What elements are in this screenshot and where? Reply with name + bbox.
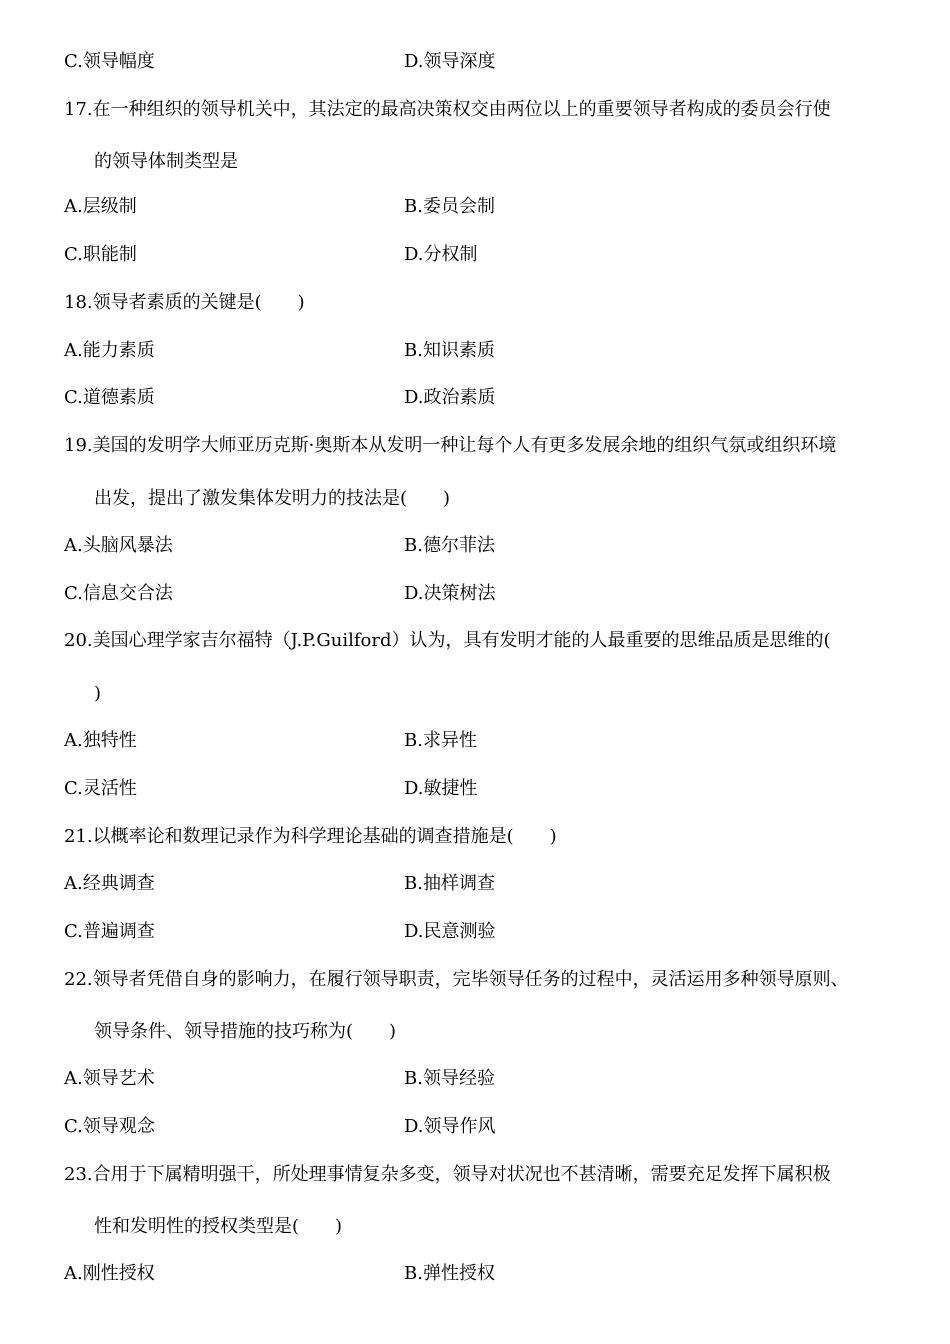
question-19-continued: 出发，提出了激发集体发明力的技法是( ) bbox=[94, 488, 451, 509]
option-b-18: B.知识素质 bbox=[404, 340, 495, 361]
option-a-20: A.独特性 bbox=[64, 730, 137, 751]
option-d-21: D.民意测验 bbox=[404, 921, 496, 942]
option-a-19: A.头脑风暴法 bbox=[64, 535, 173, 556]
option-b-23: B.弹性授权 bbox=[404, 1263, 495, 1284]
option-d-19: D.决策树法 bbox=[404, 583, 496, 604]
question-23: 23.合用于下属精明强干，所处理事情复杂多变，领导对状况也不甚清晰，需要充足发挥下属积极 bbox=[64, 1164, 831, 1185]
question-18: 18.领导者素质的关键是( ) bbox=[64, 292, 305, 313]
question-22: 22.领导者凭借自身的影响力，在履行领导职责，完毕领导任务的过程中，灵活运用多种领导原则、 bbox=[64, 969, 849, 990]
option-b-21: B.抽样调查 bbox=[404, 873, 495, 894]
question-17-continued: 的领导体制类型是 bbox=[94, 151, 238, 172]
option-c-19: C.信息交合法 bbox=[64, 583, 173, 604]
option-c-22: C.领导观念 bbox=[64, 1116, 155, 1137]
option-c-20: C.灵活性 bbox=[64, 778, 137, 799]
question-17: 17.在一种组织的领导机关中，其法定的最高决策权交由两位以上的重要领导者构成的委员会行使 bbox=[64, 99, 831, 120]
option-c-18: C.道德素质 bbox=[64, 387, 155, 408]
option-b-17: B.委员会制 bbox=[404, 196, 495, 217]
option-c-16: C.领导幅度 bbox=[64, 51, 155, 72]
option-c-17: C.职能制 bbox=[64, 244, 137, 265]
option-d-18: D.政治素质 bbox=[404, 387, 496, 408]
option-b-19: B.德尔菲法 bbox=[404, 535, 495, 556]
question-20-continued: ) bbox=[94, 683, 102, 704]
question-19: 19.美国的发明学大师亚历克斯·奥斯本从发明一种让每个人有更多发展余地的组织气氛或组织环境 bbox=[64, 435, 837, 456]
option-c-21: C.普遍调查 bbox=[64, 921, 155, 942]
question-23-continued: 性和发明性的授权类型是( ) bbox=[94, 1216, 343, 1237]
question-20: 20.美国心理学家吉尔福特（J.P.Guilford）认为，具有发明才能的人最重要的思维品质是思维的( bbox=[64, 630, 831, 651]
option-d-17: D.分权制 bbox=[404, 244, 478, 265]
option-b-20: B.求异性 bbox=[404, 730, 477, 751]
option-d-22: D.领导作风 bbox=[404, 1116, 496, 1137]
option-a-21: A.经典调查 bbox=[64, 873, 155, 894]
question-21: 21.以概率论和数理记录作为科学理论基础的调查措施是( ) bbox=[64, 826, 557, 847]
option-a-18: A.能力素质 bbox=[64, 340, 155, 361]
option-b-22: B.领导经验 bbox=[404, 1068, 495, 1089]
option-a-17: A.层级制 bbox=[64, 196, 137, 217]
option-d-20: D.敏捷性 bbox=[404, 778, 478, 799]
option-d-16: D.领导深度 bbox=[404, 51, 496, 72]
question-22-continued: 领导条件、领导措施的技巧称为( ) bbox=[94, 1021, 397, 1042]
option-a-22: A.领导艺术 bbox=[64, 1068, 155, 1089]
option-a-23: A.刚性授权 bbox=[64, 1263, 155, 1284]
option-row bbox=[64, 50, 155, 74]
